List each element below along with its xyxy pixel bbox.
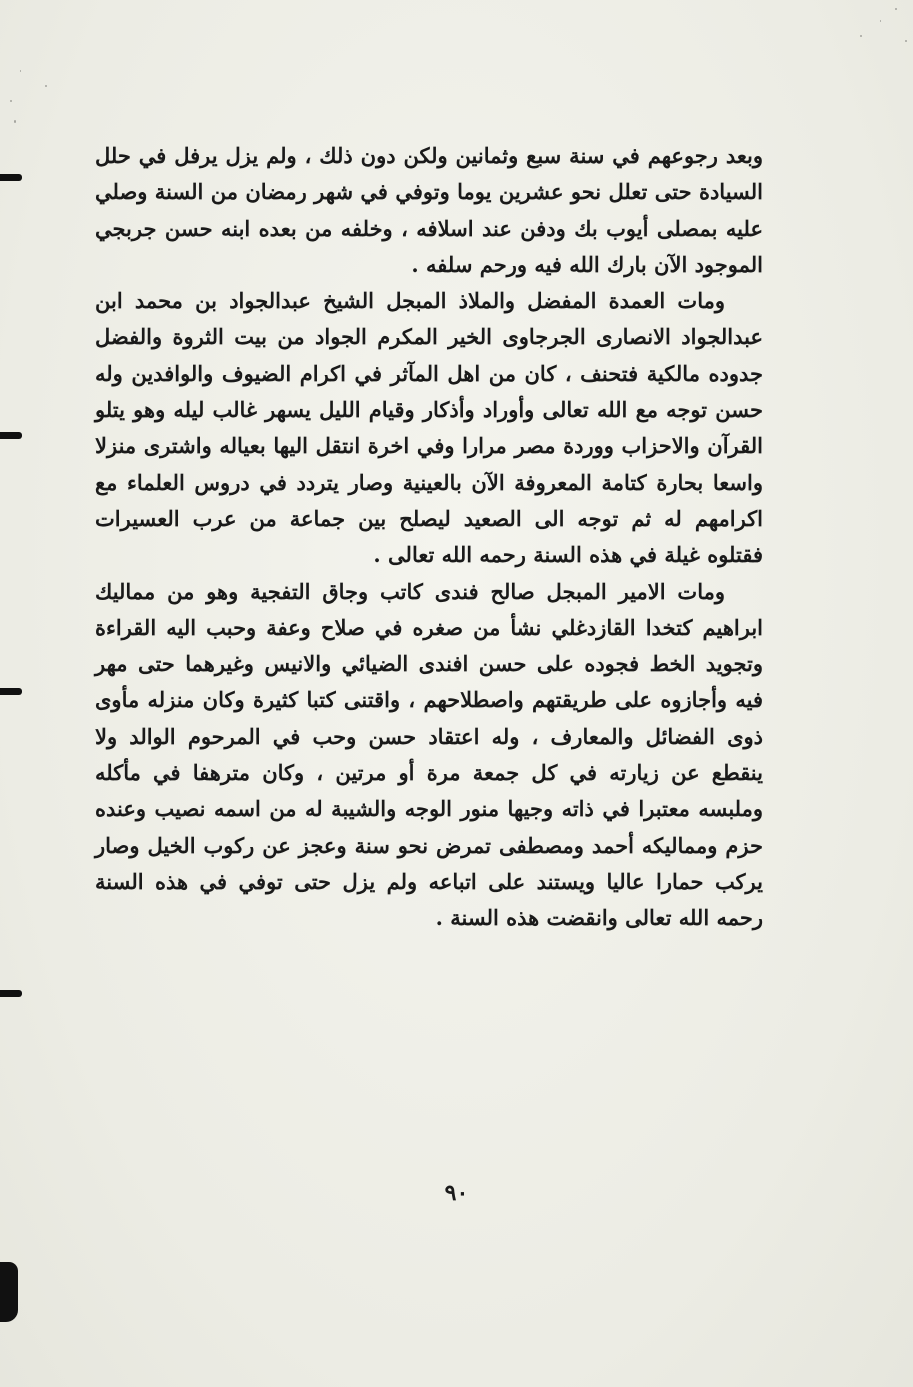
scan-speck bbox=[20, 70, 21, 72]
scan-speck bbox=[880, 20, 881, 22]
margin-blob bbox=[0, 1262, 18, 1322]
paragraph-2: ومات العمدة المفضل والملاذ المبجل الشيخ عبدالجواد بن محمد ابن عبدالجواد الانصارى الجرجاوى الخير المكرم الجواد من بيت الثروة والفضل جدوده مالكية فتحنف ، كان من اهل المآثر في اكرام الضيوف والوافدين وله حسن توجه مع الله تعالى وأوراد وأذكار وقيام الليل يسهر غالب ليله وهو يتلو القرآن والاحزاب ووردة مصر مرارا وفي اخرة انتقل اليها بعياله واشترى منزلا واسعا بحارة كتامة المعروفة الآن بالعينية وصار يتردد في دروس العلماء مع اكرامهم له ثم توجه الى الصعيد ليصلح بين جماعة من عرب العسيرات فقتلوه غيلة في هذه السنة رحمه الله تعالى . bbox=[95, 288, 763, 568]
body-text bbox=[95, 138, 763, 937]
scan-speck bbox=[45, 85, 47, 87]
page-number: ٩٠ bbox=[444, 1180, 469, 1206]
scan-speck bbox=[905, 40, 907, 42]
scan-speck bbox=[895, 8, 897, 10]
margin-mark bbox=[0, 688, 22, 695]
margin-mark bbox=[0, 174, 22, 181]
paragraph-3: ومات الامير المبجل صالح فندى كاتب وجاق التفجية وهو من مماليك ابراهيم كتخدا القازدغلي نشأ من صغره في صلاح وعفة وحبب اليه القراءة وتجويد الخط فجوده على حسن افندى الضيائي والانيس وغيرهما حتى مهر فيه وأجازوه على طريقتهم واصطلاحهم ، واقتنى كتبا كثيرة وكان منزله مأوى ذوى الفضائل والمعارف ، وله اعتقاد حسن وحب في المرحوم الوالد ولا ينقطع عن زيارته في كل جمعة مرة أو مرتين ، وكان مترهفا في مأكله وملبسه معتبرا في ذاته وجيها منور الوجه والشيبة له من اسمه نصيب وعنده حزم ومماليكه أحمد ومصطفى تمرض نحو سنة وعجز عن ركوب الخيل وصار يركب حمارا عاليا ويستند على اتباعه ولم يزل حتى توفي في هذه السنة رحمه الله تعالى وانقضت هذه السنة . bbox=[95, 578, 763, 931]
paragraph-1: وبعد رجوعهم في سنة سبع وثمانين ولكن دون ذلك ، ولم يزل يرفل في حلل السيادة حتى تعلل نحو عشرين يوما وتوفي في شهر رمضان من السنة وصلي عليه بمصلى أيوب بك ودفن عند اسلافه ، وخلفه من بعده ابنه حسن جربجي الموجود الآن بارك الله فيه ورحم سلفه . bbox=[95, 143, 763, 277]
scan-speck bbox=[14, 120, 16, 123]
scan-speck bbox=[10, 100, 12, 102]
scan-speck bbox=[860, 35, 862, 37]
margin-mark bbox=[0, 432, 22, 439]
margin-mark bbox=[0, 990, 22, 997]
